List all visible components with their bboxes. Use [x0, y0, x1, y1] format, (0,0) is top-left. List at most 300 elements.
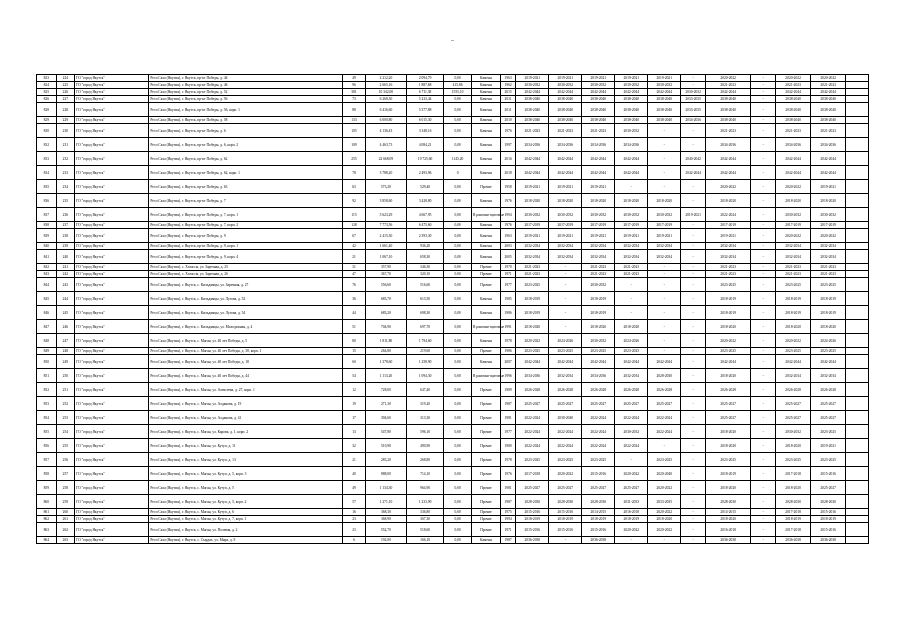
table-cell: В рамочно-щитовые [472, 369, 501, 383]
table-cell [846, 306, 869, 320]
table-cell: 2018-2019 [705, 306, 750, 320]
table-cell: 2034-2036 [582, 369, 615, 383]
table-row [37, 166, 869, 180]
table-cell: 17 [343, 411, 366, 425]
table-row [37, 222, 869, 229]
table-cell: 49 [343, 481, 366, 495]
table-cell: - [681, 82, 706, 89]
table-cell: Прочие [472, 481, 501, 495]
table-cell: 2010 [500, 117, 515, 124]
table-row [37, 348, 869, 355]
table-cell: 2015-2016 [516, 509, 549, 516]
table-cell: 2032-2034 [582, 243, 615, 250]
table-cell: Респ Саха (Якутия), г. Якутск, пр-кт Победы, д. 7, корп. 2 [149, 222, 343, 229]
table-cell [846, 495, 869, 509]
table-cell: 2042-2044 [615, 89, 648, 96]
table-cell: 835 [37, 180, 57, 194]
table-cell: 5 623,29 [365, 208, 406, 222]
table-row [37, 264, 869, 271]
table-cell: 0,00 [444, 348, 472, 355]
table-cell: 243 [56, 278, 75, 292]
table-cell: 2018-2019 [705, 467, 750, 481]
table-cell: 2040-2042 [681, 152, 706, 166]
table-cell: ГО "город Якутск" [75, 467, 149, 481]
table-cell: 1981 [500, 411, 515, 425]
table-cell: 2038-2040 [516, 117, 549, 124]
table-cell: 849 [37, 348, 57, 355]
table-cell [846, 229, 869, 243]
table-cell: 1980 [500, 439, 515, 453]
table-cell: 2033-2035 [648, 495, 681, 509]
table-cell: - [681, 453, 706, 467]
table-cell: Каменн [472, 306, 501, 320]
table-cell: 1 811,80 [365, 334, 406, 348]
table-cell: - [751, 425, 776, 439]
table-cell: 2017-2018 [516, 467, 549, 481]
table-cell: 833 [37, 152, 57, 166]
table-cell: ГО "город Якутск" [75, 320, 149, 334]
table-cell: 2014-2015 [582, 509, 615, 516]
table-cell: - [648, 264, 681, 271]
table-cell: 2018-2019 [811, 516, 846, 523]
table-cell: 2023-2025 [648, 453, 681, 467]
table-cell: 2030-2032 [648, 82, 681, 89]
table-cell: 2018-2020 [776, 439, 811, 453]
table-cell: 839 [37, 229, 57, 243]
table-row [37, 103, 869, 117]
table-cell: 255 [56, 439, 75, 453]
table-cell: 2020-2022 [811, 75, 846, 82]
table-cell: 2017-2019 [549, 222, 582, 229]
table-cell: 2031-2033 [615, 495, 648, 509]
table-cell: - [681, 306, 706, 320]
table-cell: 2032-2034 [811, 250, 846, 264]
table-cell: - [681, 411, 706, 425]
table-cell: 21 [343, 453, 366, 467]
table-cell: - [751, 222, 776, 229]
table-cell: 2038-2040 [582, 96, 615, 103]
table-cell: 0,00 [444, 481, 472, 495]
table-cell: 2019-2021 [516, 229, 549, 243]
table-cell: 2042-2044 [776, 152, 811, 166]
table-cell: 704,90 [365, 320, 406, 334]
table-cell: 2018-2020 [705, 425, 750, 439]
table-cell: 2021-2023 [615, 264, 648, 271]
table-cell: 2025-2027 [648, 397, 681, 411]
table-cell: 225 [56, 82, 75, 89]
table-cell: Респ Саха (Якутия), г. Якутск, с. Маган, ул. 40 лет Победы, д. 5 [149, 334, 343, 348]
table-cell: 4 136,43 [365, 124, 406, 138]
table-cell: 1 661,40 [365, 243, 406, 250]
table-cell: 2024-2026 [811, 334, 846, 348]
table-cell: 5 223,44 [407, 96, 444, 103]
table-cell: 1987 [500, 537, 515, 544]
table-cell: 1991 [500, 320, 515, 334]
table-cell: 2014-2015 [705, 509, 750, 516]
table-cell: - [681, 523, 706, 537]
table-cell [846, 453, 869, 467]
table-cell: 54 [343, 369, 366, 383]
table-cell: Респ Саха (Якутия), г. Якутск, пр-кт Победы, д. 63 [149, 180, 343, 194]
table-cell: 2018-2019 [516, 306, 549, 320]
table-cell: ГО "город Якутск" [75, 271, 149, 278]
table-cell: - [751, 397, 776, 411]
table-cell: 2038-2040 [648, 103, 681, 117]
table-cell: 2042-2044 [811, 166, 846, 180]
table-cell: 824 [37, 82, 57, 89]
table-cell [846, 124, 869, 138]
table-cell: 2028-2030 [549, 495, 582, 509]
table-cell: 219,60 [407, 348, 444, 355]
table-cell: 32 [343, 439, 366, 453]
table-cell: - [751, 495, 776, 509]
table-cell: 0,00 [444, 264, 472, 271]
table-cell: 2042-2044 [705, 355, 750, 369]
table-cell: 840 [37, 243, 57, 250]
table-cell: - [751, 264, 776, 271]
table-cell: Каменн [472, 243, 501, 250]
table-cell: 6 268,30 [365, 96, 406, 103]
table-cell [846, 222, 869, 229]
table-row [37, 208, 869, 222]
table-cell: 828 [37, 103, 57, 117]
table-cell: 2021-2023 [811, 124, 846, 138]
table-cell: 3 348,16 [407, 124, 444, 138]
table-cell: 2028-2030 [582, 495, 615, 509]
table-cell: 1963 [500, 75, 515, 82]
table-cell: 1986 [500, 348, 515, 355]
table-cell: 2034-2036 [516, 369, 549, 383]
table-cell: 57 [343, 495, 366, 509]
table-cell: 5 377,88 [407, 103, 444, 117]
table-cell: 2019-2021 [549, 75, 582, 82]
table-cell: ГО "город Якутск" [75, 523, 149, 537]
table-cell: 2026-2028 [549, 383, 582, 397]
table-cell: 31 [343, 264, 366, 271]
table-cell: Прочие [472, 411, 501, 425]
table-cell: Респ Саха (Якутия), г. Якутск, с. Маган, ул. Кутуп, д. 13 [149, 453, 343, 467]
table-cell: 0,00 [444, 453, 472, 467]
table-cell: 2019-2021 [681, 208, 706, 222]
table-cell: 252 [56, 397, 75, 411]
table-cell: 2030-2032 [516, 208, 549, 222]
table-cell: 105 [343, 124, 366, 138]
table-cell: 2023-2025 [776, 278, 811, 292]
table-cell: 16 [343, 509, 366, 516]
table-cell: 2018-2020 [648, 516, 681, 523]
table-cell: 2023-2025 [811, 348, 846, 355]
table-cell: Прочие [472, 278, 501, 292]
table-cell: ГО "город Якутск" [75, 495, 149, 509]
table-cell: 2022-2024 [615, 411, 648, 425]
table-cell: 2022-2024 [516, 411, 549, 425]
table-cell: ГО "город Якутск" [75, 383, 149, 397]
table-cell: 2018-2020 [705, 516, 750, 523]
table-cell: - [751, 278, 776, 292]
table-cell: Респ Саха (Якутия), г. Якутск, пр-кт Победы, д. 6 [149, 124, 343, 138]
table-cell: 235 [56, 194, 75, 208]
table-cell [846, 320, 869, 334]
table-row [37, 138, 869, 152]
table-cell: 2 212,20 [365, 75, 406, 82]
table-cell: 1976 [500, 467, 515, 481]
table-cell: ГО "город Якутск" [75, 75, 149, 82]
table-cell: 0,00 [444, 75, 472, 82]
table-cell: 1996 [500, 369, 515, 383]
table-cell: - [751, 348, 776, 355]
table-cell: 2017-2019 [615, 222, 648, 229]
table-cell: 2018-2020 [811, 320, 846, 334]
table-cell: 2038-2040 [811, 117, 846, 124]
table-cell: 23 [343, 516, 366, 523]
table-cell: 2028-2030 [811, 495, 846, 509]
table-cell: 2018-2020 [516, 194, 549, 208]
table-cell: 2018-2019 [582, 306, 615, 320]
table-cell: 2018-2019 [776, 292, 811, 306]
table-cell: 250 [56, 369, 75, 383]
table-cell: 2025-2027 [705, 397, 750, 411]
table-cell: 2023-2025 [811, 278, 846, 292]
table-row [37, 229, 869, 243]
table-cell: Респ Саха (Якутия), г. Якутск, пр-кт Победы, д. 7 [149, 194, 343, 208]
table-cell: Респ Саха (Якутия), г. Якутск, с. Маган, ул. 40 лет Победы, д. 18 [149, 355, 343, 369]
table-cell: - [615, 292, 648, 306]
table-cell: - [648, 180, 681, 194]
table-cell: 346,30 [407, 264, 444, 271]
table-cell: 2020-2022 [705, 180, 750, 194]
table-cell: 76 [343, 278, 366, 292]
table-cell: Респ Саха (Якутия), г. Якутск, с. Маган, ул. Алданова, д. 19 [149, 397, 343, 411]
table-cell: 845 [37, 292, 57, 306]
table-row [37, 495, 869, 509]
table-cell: 256 [56, 453, 75, 467]
table-cell: - [648, 278, 681, 292]
table-cell: 2017-2019 [516, 222, 549, 229]
table-cell: 2020-2022 [648, 509, 681, 516]
table-cell: 2038-2040 [705, 103, 750, 117]
table-cell: 3 858,60 [365, 194, 406, 208]
table-cell: Респ Саха (Якутия), г. Якутск, пр-кт Победы, д. 7, корп. 1 [149, 208, 343, 222]
table-cell: 246 [56, 320, 75, 334]
table-cell: ГО "город Якутск" [75, 306, 149, 320]
table-cell [846, 271, 869, 278]
table-cell: 248 [56, 348, 75, 355]
table-cell: 2032-2034 [648, 250, 681, 264]
table-cell: 2018-2020 [776, 194, 811, 208]
table-cell: 320,10 [407, 271, 444, 278]
table-cell: 2019-2021 [811, 180, 846, 194]
table-cell: 368,90 [365, 516, 406, 523]
table-cell: Респ Саха (Якутия), г. Якутск, пр-кт Победы, д. 62, корп. 1 [149, 166, 343, 180]
table-cell: 2018-2020 [516, 320, 549, 334]
table-cell: 2042-2044 [811, 152, 846, 166]
table-cell: 12 [343, 383, 366, 397]
table-cell: 226 [56, 89, 75, 96]
table-cell: Респ Саха (Якутия), г. Якутск, с. Маган, ул. Кутуп, д. 5, корп. 2 [149, 495, 343, 509]
page-number: – [451, 38, 454, 44]
table-cell: 2025-2027 [776, 411, 811, 425]
table-cell: 2038-2040 [776, 96, 811, 103]
table-cell: 2017-2019 [582, 222, 615, 229]
table-cell: 2038-2040 [516, 103, 549, 117]
table-cell: - [681, 124, 706, 138]
table-cell: Каменн [472, 103, 501, 117]
table-cell: 2019-2021 [549, 180, 582, 194]
table-cell: 2032-2034 [516, 243, 549, 250]
table-cell: 2042-2044 [582, 152, 615, 166]
table-cell: 2015-2016 [582, 523, 615, 537]
table-cell: 2019-2021 [582, 229, 615, 243]
table-cell: 2019-2021 [615, 75, 648, 82]
table-cell: 2038-2040 [811, 103, 846, 117]
table-cell: - [648, 124, 681, 138]
table-cell: 854 [37, 411, 57, 425]
table-cell: 2018-2020 [615, 320, 648, 334]
table-cell: - [751, 467, 776, 481]
table-cell: 2030-2032 [549, 208, 582, 222]
table-cell: Прочие [472, 264, 501, 271]
table-cell: 2021-2023 [516, 264, 549, 271]
table-cell: Каменн [472, 229, 501, 243]
table-cell: 67 [343, 229, 366, 243]
table-cell: - [648, 292, 681, 306]
table-cell: Каменн [472, 250, 501, 264]
table-cell: 1 067,10 [365, 250, 406, 264]
table-cell: 231 [56, 138, 75, 152]
table-cell: ГО "город Якутск" [75, 194, 149, 208]
table-cell: 847 [37, 320, 57, 334]
table-cell: 832 [37, 138, 57, 152]
table-cell: Каменн [472, 537, 501, 544]
table-cell [846, 411, 869, 425]
table-cell: 2042-2044 [776, 355, 811, 369]
table-cell [846, 82, 869, 89]
table-cell: 2042-2044 [776, 166, 811, 180]
table-cell: 2026-2028 [582, 383, 615, 397]
table-cell: 964,90 [407, 481, 444, 495]
table-cell: 319,20 [407, 397, 444, 411]
table-cell: 0,00 [444, 180, 472, 194]
table-cell: 232 [56, 152, 75, 166]
table-cell: 2038-2040 [549, 103, 582, 117]
table-cell: - [751, 124, 776, 138]
table-cell: 864 [37, 537, 57, 544]
table-cell: 6 015,30 [407, 117, 444, 124]
table-cell: Респ Саха (Якутия), г. Якутск, пр-кт Победы, д. 9 [149, 229, 343, 243]
table-cell: 2026-2028 [811, 383, 846, 397]
table-cell: 516,60 [407, 278, 444, 292]
table-cell: 2019-2021 [705, 229, 750, 243]
table-cell: 245 [56, 306, 75, 320]
table-cell: 2023-2025 [582, 453, 615, 467]
table-cell: 728,00 [365, 383, 406, 397]
table-cell: 2011 [500, 103, 515, 117]
table-cell [846, 96, 869, 103]
table-cell: ГО "город Якутск" [75, 278, 149, 292]
table-cell [846, 537, 869, 544]
table-cell: 2036-2038 [776, 537, 811, 544]
table-cell: В рамочно-щитовые [472, 208, 501, 222]
table-cell: - [681, 369, 706, 383]
table-cell: ГО "город Якутск" [75, 103, 149, 117]
table-cell: 2032-2034 [705, 243, 750, 250]
table-cell: 192,00 [365, 537, 406, 544]
table-row [37, 320, 869, 334]
table-cell: 2036-2038 [516, 537, 549, 544]
table-cell: 2038-2040 [705, 117, 750, 124]
table-cell: 3 788,20 [365, 166, 406, 180]
table-cell: Каменн [472, 117, 501, 124]
table-cell: Прочие [472, 397, 501, 411]
table-cell: 2042-2044 [705, 89, 750, 96]
table-cell: 1978 [500, 453, 515, 467]
table-cell: 2018-2020 [811, 194, 846, 208]
table-cell: 573,20 [365, 180, 406, 194]
table-cell: 2015-2016 [811, 467, 846, 481]
table-cell: 51 [343, 320, 366, 334]
table-cell [846, 166, 869, 180]
table-cell: 2038-2040 [615, 96, 648, 103]
table-cell: Каменн [472, 355, 501, 369]
table-cell: 518,60 [407, 523, 444, 537]
table-cell: 2023-2025 [549, 348, 582, 355]
table-cell: 2018-2019 [582, 516, 615, 523]
table-cell [846, 348, 869, 355]
table-cell: 2018-2020 [582, 320, 615, 334]
table-cell: 2023-2025 [776, 348, 811, 355]
table-cell: 2016 [500, 152, 515, 166]
table-cell: 2023-2025 [705, 278, 750, 292]
table-cell: 2019-2021 [549, 229, 582, 243]
table-cell [846, 292, 869, 306]
table-cell: 2042-2044 [549, 152, 582, 166]
table-cell: 44 [343, 306, 366, 320]
table-cell: 0,00 [444, 397, 472, 411]
table-cell: 2042-2044 [516, 355, 549, 369]
table-cell: 96 [343, 82, 366, 89]
table-cell: 529,40 [407, 180, 444, 194]
table-cell: 2003 [500, 243, 515, 250]
table-cell: 2038-2040 [776, 103, 811, 117]
table-cell: 88 [343, 103, 366, 117]
table-cell: - [648, 320, 681, 334]
table-cell: 268,80 [407, 453, 444, 467]
table-cell: 0,00 [444, 250, 472, 264]
table-cell: ГО "город Якутск" [75, 397, 149, 411]
table-cell: ГО "город Якутск" [75, 334, 149, 348]
table-cell: 2026-2028 [648, 383, 681, 397]
table-cell: 4 667,95 [407, 208, 444, 222]
table-cell [846, 369, 869, 383]
table-cell: 2020-2022 [776, 229, 811, 243]
table-cell: - [648, 537, 681, 544]
table-cell: - [549, 537, 582, 544]
table-cell: 2 393,30 [407, 229, 444, 243]
table-cell: 241 [56, 264, 75, 271]
table-cell: 2017-2018 [776, 509, 811, 516]
table-cell: 683,20 [365, 306, 406, 320]
table-cell: 2 094,79 [407, 75, 444, 82]
table-cell: 2026-2028 [516, 383, 549, 397]
table-cell: ГО "город Якутск" [75, 124, 149, 138]
table-cell: 1976 [500, 194, 515, 208]
table-cell: Респ Саха (Якутия), г. Якутск, пр-кт Победы, д. 9, корп. 4 [149, 250, 343, 264]
table-cell: 2019-2021 [516, 75, 549, 82]
table-cell: 381 [343, 89, 366, 96]
table-cell: 233 [56, 166, 75, 180]
table-cell: Прочие [472, 523, 501, 537]
table-cell: ГО "город Якутск" [75, 355, 149, 369]
